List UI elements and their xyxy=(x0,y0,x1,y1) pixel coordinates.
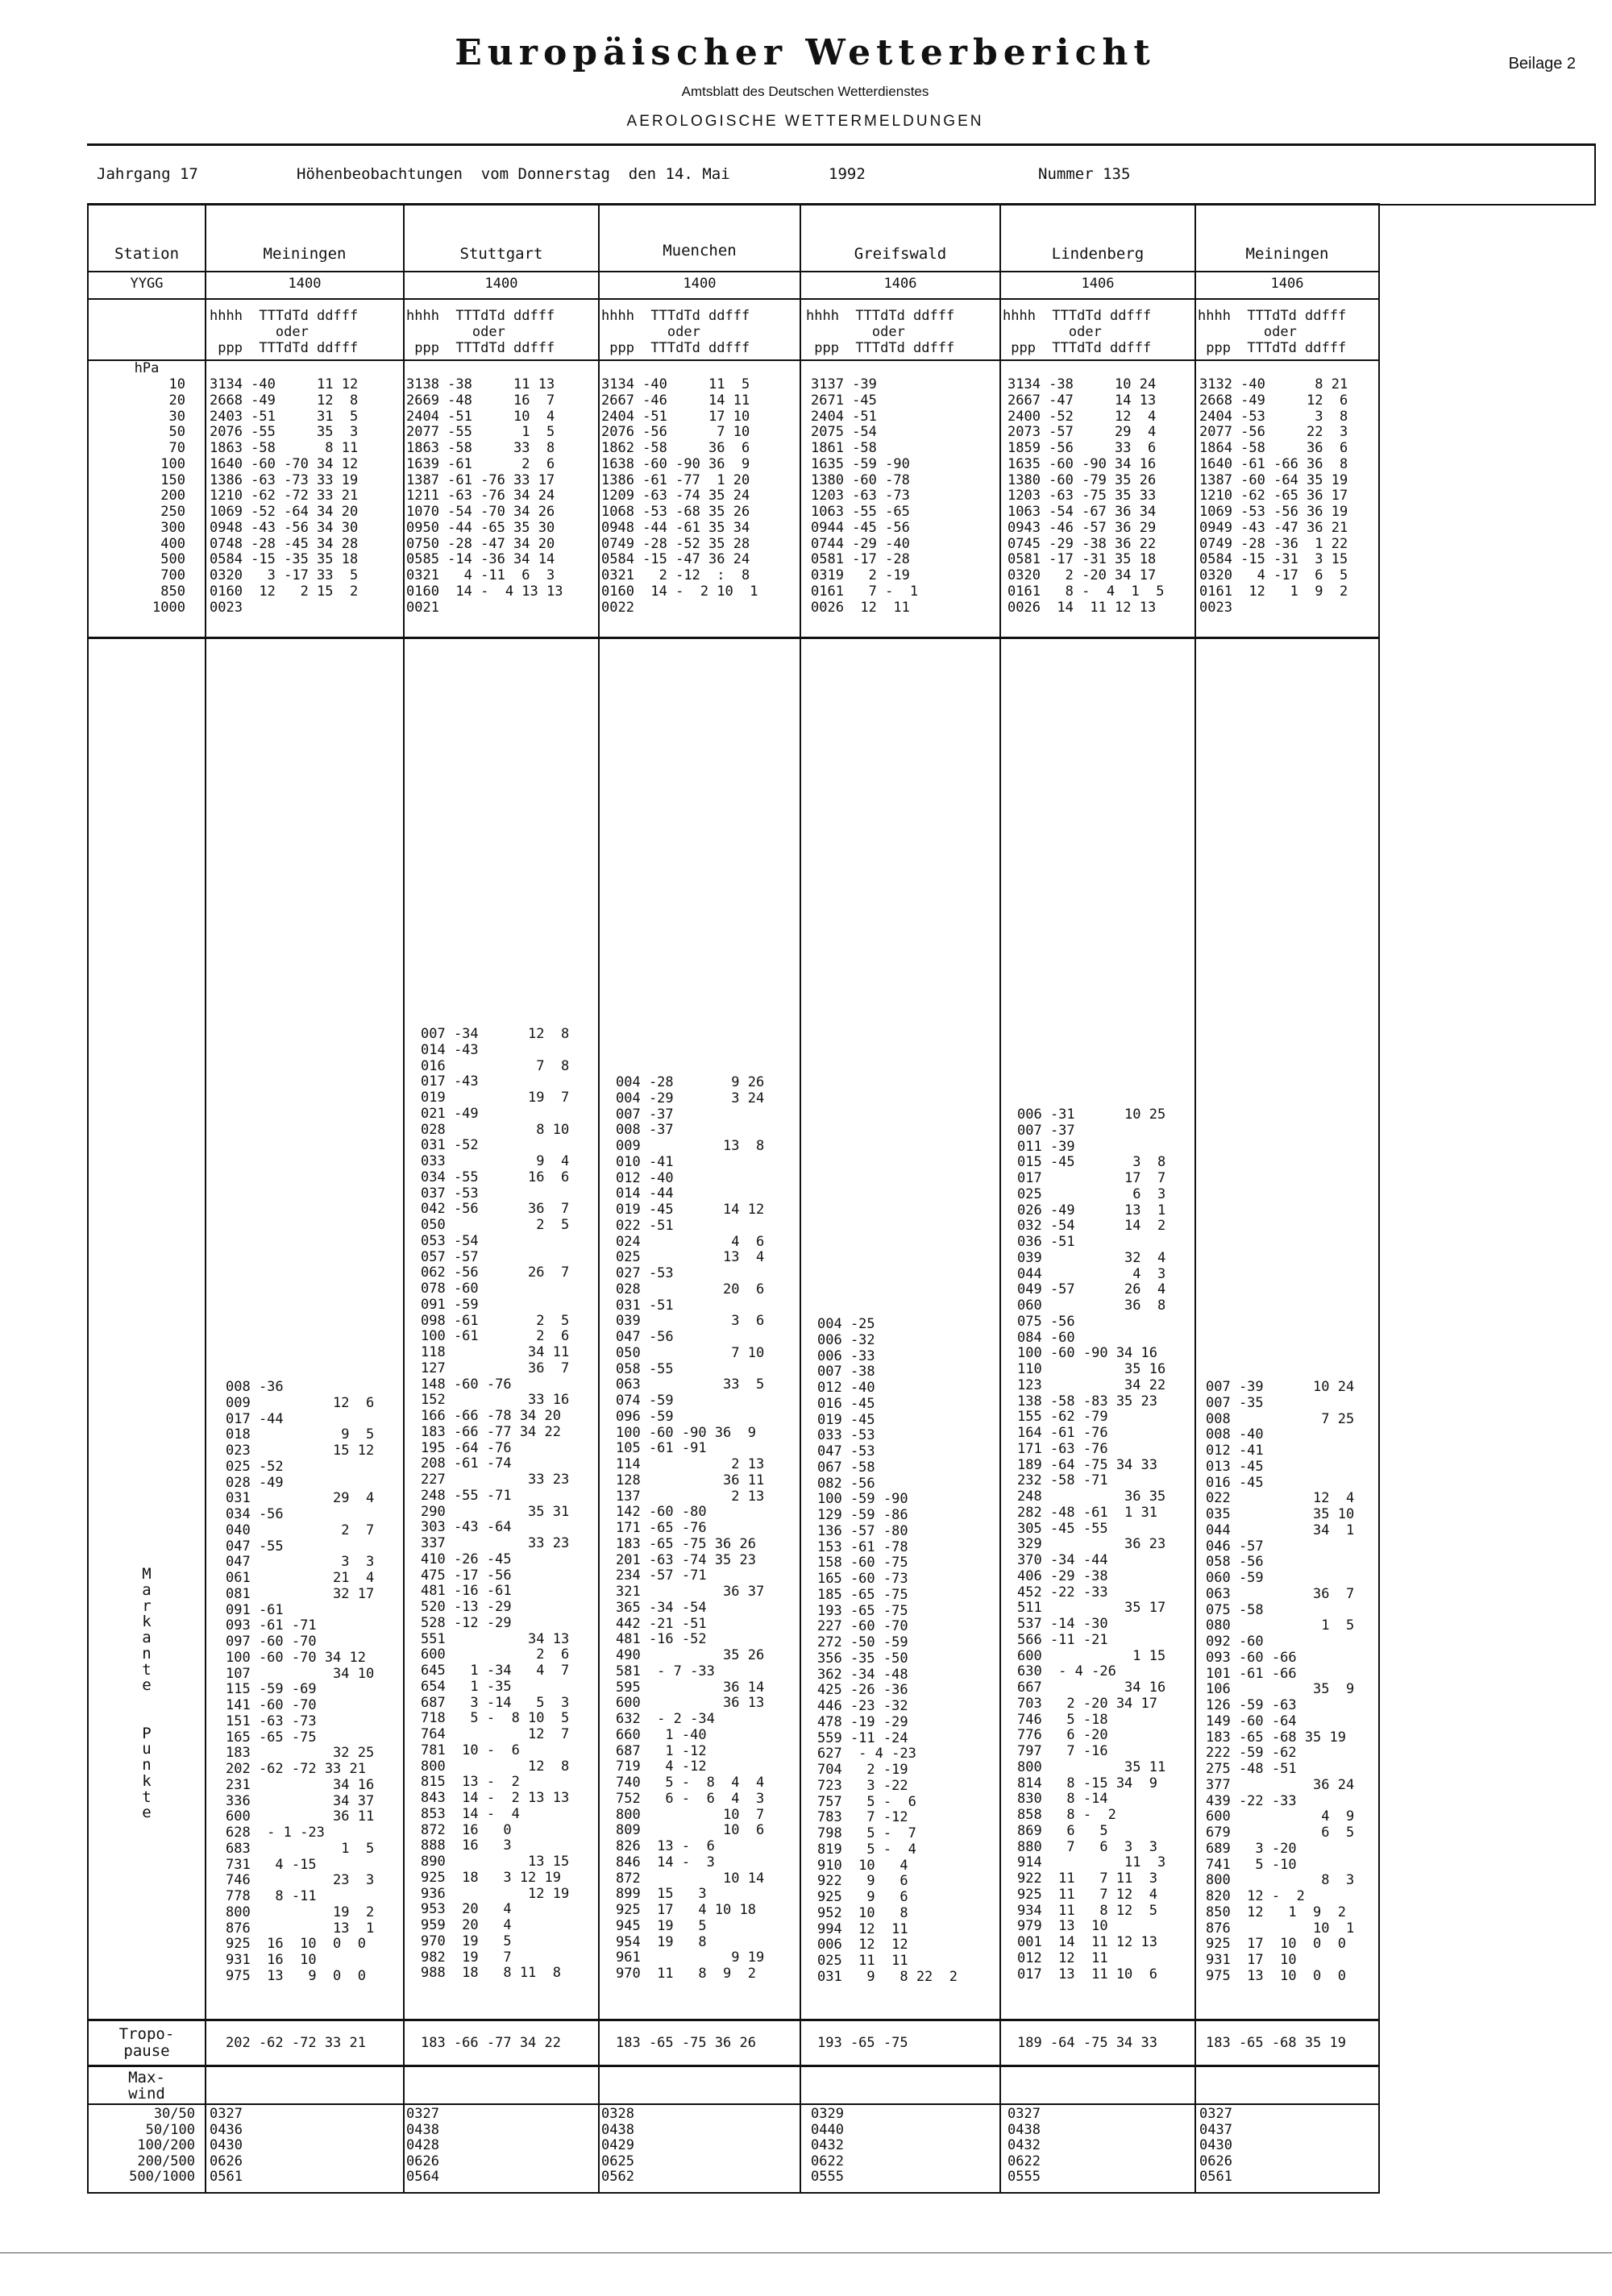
station-time: 1400 xyxy=(683,276,717,292)
tropopause-values: 189 -64 -75 34 33 xyxy=(1017,2035,1157,2051)
station-time: 1406 xyxy=(1270,276,1304,292)
observation-label: Höhenbeobachtungen vom Donnerstag den 14. Mai xyxy=(297,165,730,183)
station-label: Station xyxy=(114,245,180,263)
standard-levels: 3138 -38 11 13 2669 -48 16 7 2404 -51 10 4 2077 -55 1 5 1863 -58 33 8 1639 -61 2 6 1387 -61 -76 33 17 1211 -63 -76 34 24 1070 -54 -70 34 26 0950 -44 -65 35 30 0750 -28 -47 34 20 0585 -14 -36 34 14 0321 4 -11 6 3 0160 14 - 4 13 13 0021 xyxy=(406,376,563,616)
maxwind-label: Max- wind xyxy=(128,2069,165,2103)
maxwind-values: 0327 0437 0430 0626 0561 xyxy=(1199,2106,1232,2185)
volume-label: Jahrgang 17 xyxy=(97,165,198,183)
standard-levels: 3132 -40 8 21 2668 -49 12 6 2404 -53 3 8 2077 -56 22 3 1864 -58 36 6 1640 -61 -66 36 8 1387 -60 -64 35 19 1210 -62 -65 36 17 1069 -53 -56 36 19 0949 -43 -47 36 21 0749 -28 -36 1 22 0584 -15 -31 3 15 0320 4 -17 6 5 0161 12 1 9 2 0023 xyxy=(1199,376,1348,616)
standard-levels: 3137 -39 2671 -45 2404 -51 2075 -54 1861 -58 1635 -59 -90 1380 -60 -78 1203 -63 -73 1063 -55 -65 0944 -45 -56 0744 -29 -40 0581 -17 -28 0319 2 -19 0161 7 - 1 0026 12 11 xyxy=(811,376,919,616)
column-header: hhhh TTTdTd ddfff oder ppp TTTdTd ddfff xyxy=(1198,308,1347,356)
tropopause-values: 202 -62 -72 33 21 xyxy=(226,2035,366,2051)
column-header: hhhh TTTdTd ddfff oder ppp TTTdTd ddfff xyxy=(601,308,750,356)
maxwind-values: 0328 0438 0429 0625 0562 xyxy=(601,2106,634,2185)
significant-points: 007 -34 12 8 014 -43 016 7 8 017 -43 019 19 7 021 -49 028 8 10 031 -52 033 9 4 034 -55 16 6 037 -53 042 -56 36 7 050 2 5 053 -54 057 -57 062 -56 26 7 078 -60 091 -59 098 -61 2 5 100 -61 2 6 118 34 11 127 36 7 148 -60 -76 152 33 16 166 -66 -78 34 20 183 -66 -77 34 22 195 -64 -76 208 -61 -74 227 33 23 248 -55 -71 290 35 31 303 -43 -64 337 33 23 410 -26 -45 475 -17 -56 481 -16 -61 520 -13 -29 528 -12 -29 551 34 13 600 2 6 645 1 -34 4 7 654 1 -35 687 3 -14 5 3 718 5 - 8 10 5 764 12 7 781 10 - 6 800 12 8 815 13 - 2 843 14 - 2 13 13 853 14 - 4 872 16 0 888 16 3 890 13 15 925 18 3 12 19 936 12 19 953 20 4 959 20 4 970 19 5 982 19 7 988 18 8 11 8 xyxy=(421,1026,570,1982)
station-time: 1400 xyxy=(288,276,322,292)
station-time: 1406 xyxy=(883,276,917,292)
markante-punkte-label: M a r k a n t e P u n k t e xyxy=(142,1565,152,1822)
pressure-levels: 10 20 30 50 70 100 150 200 250 300 400 500 700 850 1000 xyxy=(152,376,185,616)
section-title: AEROLOGISCHE WETTERMELDUNGEN xyxy=(626,113,984,130)
maxwind-values: 0329 0440 0432 0622 0555 xyxy=(811,2106,844,2185)
column-header: hhhh TTTdTd ddfff oder ppp TTTdTd ddfff xyxy=(1003,308,1152,356)
tropopause-values: 183 -65 -68 35 19 xyxy=(1206,2035,1346,2051)
tropopause-values: 193 -65 -75 xyxy=(817,2035,908,2051)
tropopause-values: 183 -65 -75 36 26 xyxy=(616,2035,756,2051)
column-header: hhhh TTTdTd ddfff oder ppp TTTdTd ddfff xyxy=(806,308,955,356)
station-name: Muenchen xyxy=(663,242,737,259)
column-header: hhhh TTTdTd ddfff oder ppp TTTdTd ddfff xyxy=(210,308,359,356)
station-name: Greifswald xyxy=(854,245,947,263)
supplement-label: Beilage 2 xyxy=(1508,55,1576,73)
significant-points: 004 -28 9 26 004 -29 3 24 007 -37 008 -37 009 13 8 010 -41 012 -40 014 -44 019 -45 14 12 022 -51 024 4 6 025 13 4 027 -53 028 20 6 031 -51 039 3 6 047 -56 050 7 10 058 -55 063 33 5 074 -59 096 -59 100 -60 -90 36 9 105 -61 -91 114 2 13 128 36 11 137 2 13 142 -60 -80 171 -65 -76 183 -65 -75 36 26 201 -63 -74 35 23 234 -57 -71 321 36 37 365 -34 -54 442 -21 -51 481 -16 -52 490 35 26 581 - 7 -33 595 36 14 600 36 13 632 - 2 -34 660 1 -40 687 1 -12 719 4 -12 740 5 - 8 4 4 752 6 - 6 4 3 800 10 7 809 10 6 826 13 - 6 846 14 - 3 872 10 14 899 15 3 925 17 4 10 18 945 19 5 954 19 8 961 9 19 970 11 8 9 2 xyxy=(616,1074,765,1982)
standard-levels: 3134 -38 10 24 2667 -47 14 13 2400 -52 12 4 2073 -57 29 4 1859 -56 33 6 1635 -60 -90 34 16 1380 -60 -79 35 26 1203 -63 -75 35 33 1063 -54 -67 36 34 0943 -46 -57 36 29 0745 -29 -38 36 22 0581 -17 -31 35 18 0320 2 -20 34 17 0161 8 - 4 1 5 0026 14 11 12 13 xyxy=(1008,376,1165,616)
sounding-table xyxy=(87,203,1380,2194)
station-name: Lindenberg xyxy=(1051,245,1145,263)
station-name: Meiningen xyxy=(263,245,347,263)
tropopause-values: 183 -66 -77 34 22 xyxy=(421,2035,561,2051)
station-name: Stuttgart xyxy=(459,245,543,263)
significant-points: 004 -25 006 -32 006 -33 007 -38 012 -40 016 -45 019 -45 033 -53 047 -53 067 -58 082 -56 100 -59 -90 129 -59 -86 136 -57 -80 153 -61 -78 158 -60 -75 165 -60 -73 185 -65 -75 193 -65 -75 227 -60 -70 272 -50 -59 356 -35 -50 362 -34 -48 425 -26 -36 446 -23 -32 478 -19 -29 559 -11 -24 627 - 4 -23 704 2 -19 723 3 -22 757 5 - 6 783 7 -12 798 5 - 7 819 5 - 4 910 10 4 922 9 6 925 9 6 952 10 8 994 12 11 006 12 12 025 11 11 031 9 8 22 2 xyxy=(817,1316,958,1985)
station-time: 1406 xyxy=(1081,276,1115,292)
hpa-label: hPa xyxy=(134,360,160,376)
significant-points: 008 -36 009 12 6 017 -44 018 9 5 023 15 12 025 -52 028 -49 031 29 4 034 -56 040 2 7 047 -55 047 3 3 061 21 4 081 32 17 091 -61 093 -61 -71 097 -60 -70 100 -60 -70 34 12 107 34 10 115 -59 -69 141 -60 -70 151 -63 -73 165 -65 -75 183 32 25 202 -62 -72 33 21 231 34 16 336 34 37 600 36 11 628 - 1 -23 683 1 5 731 4 -15 746 23 3 778 8 -11 800 19 2 876 13 1 925 16 10 0 0 931 16 10 975 13 9 0 0 xyxy=(226,1379,375,1984)
yygg-label: YYGG xyxy=(130,276,164,292)
station-time: 1400 xyxy=(484,276,518,292)
station-name: Meiningen xyxy=(1245,245,1329,263)
maxwind-values: 0327 0438 0432 0622 0555 xyxy=(1008,2106,1041,2185)
column-header: hhhh TTTdTd ddfff oder ppp TTTdTd ddfff xyxy=(406,308,555,356)
report-subtitle: Amtsblatt des Deutschen Wetterdienstes xyxy=(681,84,929,99)
maxwind-levels: 30/50 50/100 100/200 200/500 500/1000 xyxy=(129,2106,195,2185)
info-bar xyxy=(87,143,1596,206)
significant-points: 007 -39 10 24 007 -35 008 7 25 008 -40 012 -41 013 -45 016 -45 022 12 4 035 35 10 044 34 1 046 -57 058 -56 060 -59 063 36 7 075 -58 080 1 5 092 -60 093 -60 -66 101 -61 -66 106 35 9 126 -59 -63 149 -60 -64 183 -65 -68 35 19 222 -59 -62 275 -48 -51 377 36 24 439 -22 -33 600 4 9 679 6 5 689 3 -20 741 5 -10 800 8 3 820 12 - 2 850 12 1 9 2 876 10 1 925 17 10 0 0 931 17 10 975 13 10 0 0 xyxy=(1206,1379,1355,1984)
issue-number: Nummer 135 xyxy=(1038,165,1131,183)
maxwind-values: 0327 0436 0430 0626 0561 xyxy=(210,2106,243,2185)
standard-levels: 3134 -40 11 12 2668 -49 12 8 2403 -51 31 5 2076 -55 35 3 1863 -58 8 11 1640 -60 -70 34 12 1386 -63 -73 33 19 1210 -62 -72 33 21 1069 -52 -64 34 20 0948 -43 -56 34 30 0748 -28 -45 34 28 0584 -15 -35 35 18 0320 3 -17 33 5 0160 12 2 15 2 0023 xyxy=(210,376,359,616)
page-bottom-rule xyxy=(0,2252,1612,2253)
year-label: 1992 xyxy=(829,165,866,183)
maxwind-values: 0327 0438 0428 0626 0564 xyxy=(406,2106,439,2185)
report-title: Europäischer Wetterbericht xyxy=(455,32,1156,73)
tropopause-label: Tropo- pause xyxy=(118,2025,175,2060)
significant-points: 006 -31 10 25 007 -37 011 -39 015 -45 3 8 017 17 7 025 6 3 026 -49 13 1 032 -54 14 2 036 -51 039 32 4 044 4 3 049 -57 26 4 060 36 8 075 -56 084 -60 100 -60 -90 34 16 110 35 16 123 34 22 138 -58 -83 35 23 155 -62 -79 164 -61 -76 171 -63 -76 189 -64 -75 34 33 232 -58 -71 248 36 35 282 -48 -61 1 31 305 -45 -55 329 36 23 370 -34 -44 406 -29 -38 452 -22 -33 511 35 17 537 -14 -30 566 -11 -21 600 1 15 630 - 4 -26 667 34 16 703 2 -20 34 17 746 5 -18 776 6 -20 797 7 -16 800 35 11 814 8 -15 34 9 830 8 -14 858 8 - 2 869 6 5 880 7 6 3 3 914 11 3 922 11 7 11 3 925 11 7 12 4 934 11 8 12 5 979 13 10 001 14 11 12 13 012 12 11 017 13 11 10 6 xyxy=(1017,1106,1166,1983)
standard-levels: 3134 -40 11 5 2667 -46 14 11 2404 -51 17 10 2076 -56 7 10 1862 -58 36 6 1638 -60 -90 36 9 1386 -61 -77 1 20 1209 -63 -74 35 24 1068 -53 -68 35 26 0948 -44 -61 35 34 0749 -28 -52 35 28 0584 -15 -47 36 24 0321 2 -12 : 8 0160 14 - 2 10 1 0022 xyxy=(601,376,758,616)
